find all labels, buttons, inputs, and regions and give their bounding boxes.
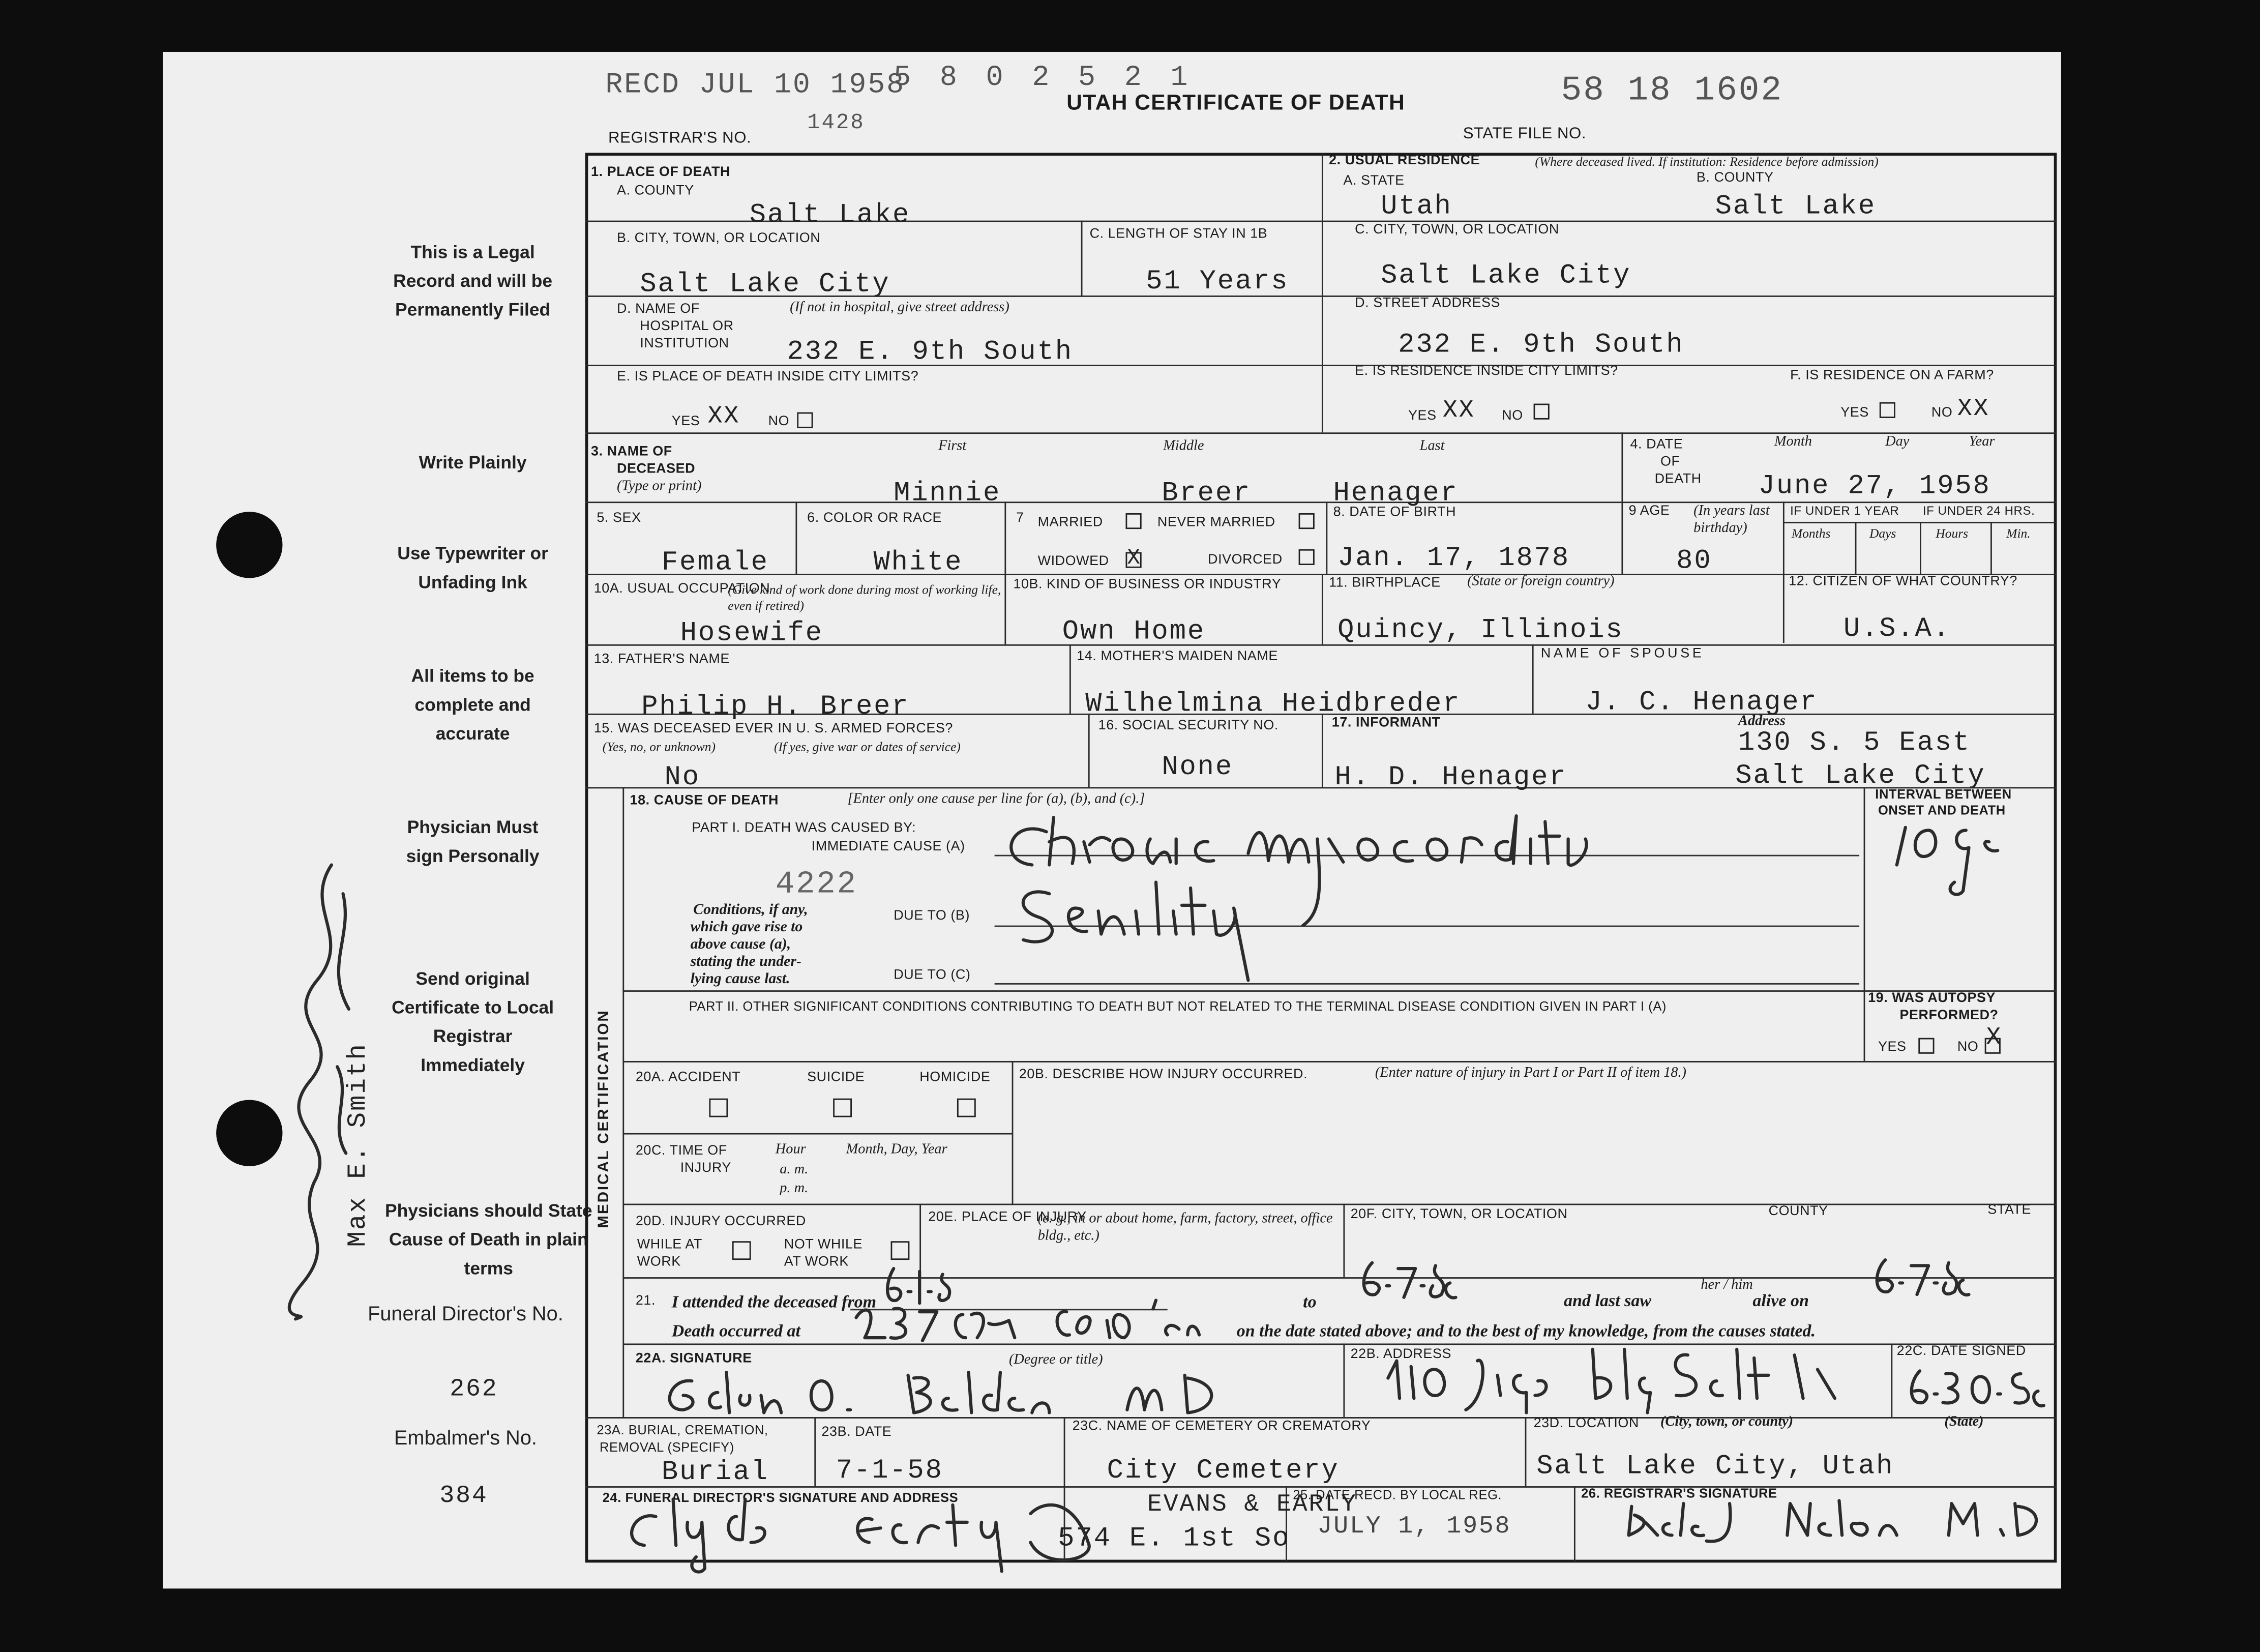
- business-label: KIND OF BUSINESS OR INDUSTRY: [1047, 576, 1282, 593]
- res-street: 232 E. 9th South: [1398, 329, 1684, 361]
- married-label: MARRIED: [1037, 514, 1103, 530]
- injury-how-note: (Enter nature of injury in Part I or Part II of item 18.): [1375, 1065, 1687, 1081]
- informant-address-2: Salt Lake City: [1735, 759, 1986, 791]
- res-yes-label: YES: [1408, 408, 1437, 424]
- last-name: Henager: [1333, 477, 1459, 509]
- item-3-label: 3. NAME OF: [591, 444, 672, 460]
- res-yes-mark: XX: [1443, 398, 1475, 426]
- physician-address-label: 22B. ADDRESS: [1350, 1346, 1452, 1363]
- month-label: Month: [1774, 434, 1812, 450]
- suicide-checkbox[interactable]: [833, 1099, 852, 1117]
- received-stamp: RECD JUL 10 1958: [605, 69, 905, 103]
- punch-hole-upper: [216, 512, 282, 578]
- informant: H. D. Henager: [1334, 761, 1567, 793]
- accident-label: 20A. ACCIDENT: [635, 1069, 741, 1086]
- res-state-label: A. STATE: [1343, 173, 1405, 189]
- due-c-label: DUE TO (C): [894, 967, 971, 983]
- registrar-signature: [1614, 1492, 2046, 1549]
- occupation-note: (Give kind of work done during most of working life, even if retired): [728, 582, 1001, 613]
- attended-to-label: to: [1303, 1291, 1317, 1312]
- funeral-director-signature: [613, 1485, 1218, 1585]
- pod-hospital-note: (If not in hospital, give street address): [790, 300, 1009, 316]
- injury-how-label: 20B. DESCRIBE HOW INJURY OCCURRED.: [1019, 1067, 1308, 1083]
- res-farm-label: F. IS RESIDENCE ON A FARM?: [1790, 367, 1994, 383]
- never-married-label: NEVER MARRIED: [1157, 514, 1275, 530]
- autopsy-label-1: WAS AUTOPSY: [1892, 990, 1996, 1007]
- cond-1: Conditions, if any,: [693, 902, 808, 919]
- pod-yes-mark: XX: [707, 403, 740, 431]
- days-label: Days: [1869, 526, 1896, 541]
- signature-label: SIGNATURE: [670, 1350, 752, 1367]
- burial-location: Salt Lake City, Utah: [1536, 1450, 1894, 1482]
- accident-checkbox[interactable]: [709, 1099, 728, 1117]
- farm-no-label: NO: [1931, 405, 1953, 421]
- death-occurred-handwriting: [850, 1294, 1225, 1352]
- age: 80: [1676, 545, 1712, 577]
- funeral-address: 574 E. 1st So: [1058, 1522, 1291, 1554]
- funeral-director-no: 262: [450, 1376, 498, 1404]
- part1-label: PART I. DEATH WAS CAUSED BY:: [692, 820, 916, 836]
- armed-forces: No: [664, 761, 700, 793]
- injury-pm-label: p. m.: [780, 1181, 809, 1197]
- physician-signature-margin: [274, 850, 374, 1326]
- interval-handwriting: [1885, 810, 2044, 897]
- pod-hospital: 232 E. 9th South: [787, 336, 1073, 368]
- margin-send-original: Send original Certificate to Local Registrar Immediately: [392, 968, 554, 1076]
- document-title: UTAH CERTIFICATE OF DEATH: [1066, 91, 1406, 115]
- funeral-director-signature-label: 24. FUNERAL DIRECTOR'S SIGNATURE AND ADDRESS: [602, 1490, 959, 1505]
- while-at-label-1: WHILE AT: [637, 1236, 702, 1253]
- cause-note: [Enter only one cause per line for (a), (b), and (c).]: [847, 791, 1145, 808]
- name-label-2: DECEASED: [617, 461, 696, 478]
- married-checkbox[interactable]: [1126, 513, 1142, 529]
- state-note: (State): [1944, 1414, 1984, 1430]
- informant-label: INFORMANT: [1356, 715, 1441, 731]
- death-occurred-label: Death occurred at: [671, 1320, 800, 1341]
- age-note: (In years last birthday): [1693, 503, 1770, 537]
- first-label: First: [938, 438, 967, 454]
- date-recd: JULY 1, 1958: [1317, 1513, 1511, 1541]
- under-24-label: IF UNDER 24 HRS.: [1922, 503, 2035, 518]
- sex-label: SEX: [613, 510, 641, 526]
- spouse-label: NAME OF SPOUSE: [1540, 645, 1705, 662]
- pod-hospital-label-3: INSTITUTION: [640, 336, 729, 352]
- pod-yes-label: YES: [671, 414, 700, 430]
- min-label: Min.: [2006, 526, 2031, 541]
- divorced-label: DIVORCED: [1208, 552, 1283, 568]
- serial-number: 5 8 0 2 5 2 1: [894, 62, 1194, 96]
- father-label: FATHER'S NAME: [617, 652, 730, 668]
- occupation: Hosewife: [680, 617, 823, 649]
- middle-name: Breer: [1162, 477, 1252, 509]
- pod-hospital-label-2: HOSPITAL OR: [640, 318, 734, 335]
- autopsy-yes-label: YES: [1878, 1039, 1907, 1055]
- physician-signature: [651, 1367, 1271, 1424]
- res-no-label: NO: [1502, 408, 1523, 424]
- pod-no-label: NO: [768, 414, 790, 430]
- injury-place-label: 20E. PLACE OF INJURY: [928, 1209, 1087, 1226]
- injury-city-label: 20F. CITY, TOWN, OR LOCATION: [1350, 1206, 1568, 1223]
- cause-code: 4222: [775, 866, 857, 903]
- birthplace-label: BIRTHPLACE: [1352, 575, 1441, 592]
- burial-date: 7-1-58: [836, 1454, 943, 1487]
- attended-label: I attended the deceased from: [671, 1291, 877, 1312]
- forces-note-1: (Yes, no, or unknown): [602, 739, 716, 754]
- injury-time-label-1: 20C. TIME OF: [635, 1143, 727, 1159]
- birth-label: DATE OF BIRTH: [1349, 504, 1456, 521]
- embalmer-label: Embalmer's No.: [394, 1426, 537, 1449]
- cond-2: which gave rise to: [690, 920, 803, 936]
- injury-occurred-label: 20D. INJURY OCCURRED: [635, 1214, 806, 1230]
- pod-no-checkbox[interactable]: [797, 412, 813, 428]
- hours-label: Hours: [1936, 526, 1969, 541]
- while-at-label-2: WORK: [637, 1254, 681, 1270]
- birthplace: Quincy, Illinois: [1337, 614, 1624, 646]
- injury-place-note: (e. g., in or about home, farm, factory, street, office bldg., etc.): [1037, 1211, 1333, 1244]
- never-married-checkbox[interactable]: [1299, 513, 1315, 529]
- homicide-checkbox[interactable]: [957, 1099, 976, 1117]
- cause-b-handwriting: [1009, 865, 1326, 995]
- injury-mdy-label: Month, Day, Year: [846, 1141, 947, 1158]
- farm-yes-label: YES: [1840, 405, 1869, 421]
- date-of-death: June 27, 1958: [1758, 469, 1991, 502]
- birthplace-note: (State or foreign country): [1467, 574, 1615, 590]
- funeral-director-label: Funeral Director's No.: [368, 1302, 563, 1325]
- pod-stay: 51 Years: [1146, 265, 1289, 297]
- months-label: Months: [1791, 526, 1831, 541]
- interval-label-2: ONSET AND DEATH: [1878, 803, 2006, 817]
- physician-address-handwriting: [1377, 1341, 1910, 1427]
- father-name: Philip H. Breer: [641, 690, 910, 722]
- not-while-label-1: NOT WHILE: [784, 1236, 863, 1253]
- burial-date-label: 23B. DATE: [821, 1424, 892, 1440]
- item-1-label: 1. PLACE OF DEATH: [591, 164, 730, 181]
- state-file-no-label: STATE FILE NO.: [1463, 125, 1587, 143]
- funeral-director: EVANS & EARLY: [1147, 1492, 1357, 1520]
- margin-complete: All items to be complete and accurate: [411, 666, 534, 744]
- pod-county-label: A. COUNTY: [617, 183, 694, 199]
- dod-label-2: OF: [1660, 454, 1680, 470]
- location-note: (City, town, or county): [1660, 1414, 1794, 1430]
- disposition-label-2: REMOVAL (SPECIFY): [600, 1440, 734, 1455]
- occupation-label: USUAL OCCUPATION: [627, 581, 770, 597]
- forces-note-2: (If yes, give war or dates of service): [774, 739, 961, 754]
- margin-typewriter: Use Typewriter or Unfading Ink: [397, 543, 548, 593]
- disposition-label-1: 23A. BURIAL, CREMATION,: [597, 1423, 768, 1437]
- res-city: Salt Lake City: [1381, 259, 1631, 291]
- res-county-label: B. COUNTY: [1696, 170, 1774, 186]
- res-limits-label: E. IS RESIDENCE INSIDE CITY LIMITS?: [1355, 363, 1618, 379]
- last-saw-handwriting: [1868, 1251, 1998, 1303]
- registrar-no: 1428: [807, 111, 865, 136]
- injury-hour-label: Hour: [775, 1141, 806, 1158]
- cond-5: lying cause last.: [690, 971, 790, 988]
- res-state: Utah: [1381, 190, 1452, 222]
- informant-address-1: 130 S. 5 East: [1738, 726, 1971, 758]
- res-city-label: C. CITY, TOWN, OR LOCATION: [1355, 222, 1559, 238]
- cemetery: City Cemetery: [1107, 1454, 1340, 1487]
- autopsy-no-mark: X: [1986, 1025, 2003, 1052]
- margin-plain-terms: Physicians should State Cause of Death in plain terms: [384, 1200, 592, 1279]
- cond-3: above cause (a),: [690, 937, 791, 953]
- not-while-at-work-checkbox[interactable]: [891, 1241, 910, 1260]
- date-signed-label: 22C. DATE SIGNED: [1896, 1343, 2026, 1360]
- alive-on-label: alive on: [1752, 1290, 1809, 1311]
- dod-label-1: DATE: [1646, 436, 1683, 453]
- citizen-label: CITIZEN OF WHAT COUNTRY?: [1812, 574, 2017, 590]
- under-1yr-label: IF UNDER 1 YEAR: [1790, 503, 1899, 518]
- pod-limits-label: E. IS PLACE OF DEATH INSIDE CITY LIMITS?: [617, 369, 919, 385]
- age-label: AGE: [1640, 503, 1670, 519]
- suicide-label: SUICIDE: [807, 1069, 865, 1086]
- date-signed-handwriting: [1902, 1362, 2046, 1411]
- name-label-3: (Type or print): [617, 478, 702, 495]
- state-file-no: 58 18 1602: [1561, 72, 1783, 111]
- injury-state-label: STATE: [1987, 1202, 2032, 1218]
- cemetery-label: 23C. NAME OF CEMETERY OR CREMATORY: [1072, 1418, 1371, 1435]
- forces-label: WAS DECEASED EVER IN U. S. ARMED FORCES?: [617, 721, 953, 737]
- death-occurred-note: on the date stated above; and to the best of my knowledge, from the causes stated.: [1236, 1320, 1816, 1341]
- informant-address-label: Address: [1738, 713, 1786, 730]
- sex: Female: [661, 546, 769, 578]
- race: White: [873, 546, 963, 578]
- year-label: Year: [1969, 434, 1995, 450]
- last-saw-label: and last saw: [1564, 1290, 1652, 1311]
- disposition: Burial: [661, 1456, 769, 1488]
- her-him-label: her / him: [1701, 1277, 1753, 1293]
- attended-to-handwriting: [1355, 1254, 1470, 1306]
- certificate-scan: RECD JUL 10 1958 5 8 0 2 5 2 1 REGISTRAR'S NO. 1428 UTAH CERTIFICATE OF DEATH 58 18 1602 STATE FILE NO. This is a Legal Record and will be Permanently Filed Write Plainly Use Typewriter or Unfading Ink All items to be complete and accurate Physician Must sign Personally Send original Certificate to Local Registrar Immediately Physicians should State Cause of Death in plain terms Funeral Director's No. 262 Embalmer's No. 384 Max E. Smith 1. PLACE OF DEATH A. COUNTY Salt Lake 2. USUAL RESIDENCE (Where deceased lived. If institution: Residence before admission) A. STATE Utah B. COUNTY Salt Lake B. CITY, TOWN, OR LOCATION Salt Lake City C. LENGTH OF STAY IN 1B 51 Years C. CITY, TOWN, OR LOCATION Salt Lake City D. NAME OF HOSPITAL OR INSTITUTION (If not in hospital, give street address) 232 E. 9th South D. STREET ADDRESS 232 E. 9th South E. IS PLACE OF DEATH INSIDE CITY LIMITS? YES XX NO E. IS RESIDENCE INSIDE CITY LIMITS? YES XX NO F. IS RESIDENCE ON A FARM? YES NO XX 3. NAME OF DECEASED (Type or print) First Middle Last Minnie Breer Henager 4. DATE OF DEATH Month Day Year June 27, 1958 5. SEX Female 6. COLOR OR RACE White 7 MARRIED NEVER MARRIED WIDOWED X DIVORCED 8. DATE OF BIRTH Jan. 17, 1878 9 AGE (In years last birthday) 80 IF UNDER 1 YEAR IF UNDER 24 HRS. Months Days Hours Min. 10A. USUAL OCCUPATION (Give kind of work done during most of working life, even if retired) Hosewife 10B. KIND OF BUSINESS OR INDUSTRY Own Home 11. BIRTHPLACE (State or foreign country) Quincy, Illinois 12. CITIZEN OF WHAT COUNTRY? U.S.A. 13. FATHER'S NAME Philip H. Breer 14. MOTHER'S MAIDEN NAME Wilhelmina Heidbreder NAME OF SPOUSE J. C. Henager 15. WAS DECEASED EVER IN U. S. ARMED FORCES? (Yes, no, or unknown) (If yes, give war or dates of service) No 16. SOCIAL SECURITY NO. None 17. INFORMANT H. D. Henager Address 130 S. 5 East Salt Lake City MEDICAL CERTIFICATION 18. CAUSE OF DEATH [Enter only one cause per line for (a), (b), and (c).] PART I. DEATH WAS CAUSED BY: IMMEDIATE CAUSE (A) 4222 Conditions, if any, which gave rise to above cause (a), stating the under- lying cause last. DUE TO (B) DUE TO (C) INTERVAL BETWEEN ONSET AND DEATH PART II. OTHER SIGNIFICANT CONDITIONS CONTRIBUTING TO DEATH BUT NOT RELATED TO THE TERMINAL DISEASE CONDITION GIVEN IN PART I (A) 19. WAS AUTOPSY PERFORMED? YES NO X 20A. ACCIDENT SUICIDE HOMICIDE 20B. DESCRIBE HOW INJURY OCCURRED. (Enter nature of injury in Part I or Part II of item 18.) 20C. TIME OF INJURY Hour a. m. p. m. Month, Day, Year 20D. INJURY OCCURRED WHILE AT WORK NOT WHILE AT WORK 20E. PLACE OF INJURY (e. g., in or about home, farm, factory, street, office bldg., etc.) 20F. CITY, TOWN, OR LOCATION COUNTY STATE 21. I attended the deceased from to and last saw her / him alive on Death occurred at on the date stated above; and to the best of my knowledge, from the causes stated. 22A. SIGNATURE (Degree or title) 22B. ADDRESS 22C. DATE SIGNED 23A. BURIAL, CREMATION, REMOVAL (SPECIFY) Burial 23B. DATE 7-1-58 23C. NAME OF CEMETERY OR CREMATORY City Cemetery 23D. LOCATION (City, town, or county) (State) Salt Lake City, Utah 24. FUNERAL DIRECTOR'S SIGNATURE AND ADDRESS EVANS & EARLY 574 E. 1st So 25. DATE RECD. BY LOCAL REG. JULY 1, 1958 26. REGISTRAR'S SIGNATURE: [0, 0, 2260, 1652]
- res-county: Salt Lake: [1715, 190, 1877, 222]
- embalmer-no: 384: [439, 1483, 488, 1511]
- autopsy-no-label: NO: [1957, 1039, 1979, 1055]
- degree-label: (Degree or title): [1008, 1352, 1103, 1368]
- divorced-checkbox[interactable]: [1299, 549, 1315, 565]
- residence-note: (Where deceased lived. If institution: Residence before admission): [1535, 154, 1879, 169]
- margin-write-plainly: Write Plainly: [419, 452, 527, 473]
- location-label: 23D. LOCATION: [1533, 1415, 1639, 1432]
- mother-label: MOTHER'S MAIDEN NAME: [1101, 648, 1278, 665]
- ssn: None: [1162, 751, 1233, 783]
- physician-name-typed: Max E. Smith: [344, 1043, 374, 1247]
- widowed-mark: X: [1127, 546, 1142, 571]
- registrar-no-label: REGISTRAR'S NO.: [608, 130, 752, 148]
- dod-label-3: DEATH: [1654, 471, 1702, 487]
- pod-city: Salt Lake City: [640, 268, 890, 300]
- pod-stay-label: C. LENGTH OF STAY IN 1B: [1089, 226, 1268, 243]
- homicide-label: HOMICIDE: [919, 1069, 991, 1086]
- farm-yes-checkbox[interactable]: [1880, 402, 1895, 418]
- mother-name: Wilhelmina Heidbreder: [1085, 687, 1461, 720]
- first-name: Minnie: [894, 477, 1001, 509]
- widowed-label: WIDOWED: [1037, 553, 1109, 570]
- item-2-label: 2. USUAL RESIDENCE: [1329, 153, 1480, 169]
- injury-am-label: a. m.: [780, 1162, 809, 1178]
- ssn-label: SOCIAL SECURITY NO.: [1122, 718, 1278, 734]
- pod-hospital-label-1: D. NAME OF: [617, 301, 700, 317]
- cause-label: CAUSE OF DEATH: [653, 792, 779, 809]
- autopsy-yes-checkbox[interactable]: [1918, 1038, 1934, 1054]
- injury-time-label-2: INJURY: [680, 1160, 731, 1176]
- last-label: Last: [1419, 438, 1445, 454]
- injury-county-label: COUNTY: [1768, 1203, 1828, 1220]
- margin-physician-sign: Physician Must sign Personally: [406, 817, 540, 867]
- date-of-birth: Jan. 17, 1878: [1337, 542, 1570, 574]
- part2-label: PART II. OTHER SIGNIFICANT CONDITIONS CONTRIBUTING TO DEATH BUT NOT RELATED TO THE TERMINAL DISEASE CONDITION GIVEN IN PART I (A): [689, 999, 1667, 1014]
- registrar-signature-label: 26. REGISTRAR'S SIGNATURE: [1581, 1486, 1777, 1501]
- medical-certification-label: MEDICAL CERTIFICATION: [595, 1009, 613, 1228]
- day-label: Day: [1885, 434, 1910, 450]
- immediate-cause-label: IMMEDIATE CAUSE (A): [811, 839, 965, 855]
- cond-4: stating the under-: [690, 954, 801, 970]
- race-label: COLOR OR RACE: [823, 510, 942, 526]
- middle-label: Middle: [1163, 438, 1204, 454]
- interval-label-1: INTERVAL BETWEEN: [1875, 787, 2012, 802]
- not-while-label-2: AT WORK: [784, 1254, 849, 1270]
- citizen: U.S.A.: [1843, 612, 1951, 644]
- pod-city-label: B. CITY, TOWN, OR LOCATION: [617, 230, 821, 247]
- autopsy-label-2: PERFORMED?: [1899, 1008, 1999, 1024]
- farm-no-mark: XX: [1957, 396, 1990, 424]
- business: Own Home: [1062, 615, 1206, 647]
- res-street-label: D. STREET ADDRESS: [1355, 296, 1501, 312]
- due-b-label: DUE TO (B): [894, 908, 970, 924]
- margin-legal-record: This is a Legal Record and will be Permanently Filed: [393, 242, 553, 320]
- spouse-name: J. C. Henager: [1585, 686, 1818, 718]
- while-at-work-checkbox[interactable]: [732, 1241, 751, 1260]
- res-no-checkbox[interactable]: [1534, 404, 1550, 420]
- date-recd-label: 25. DATE RECD. BY LOCAL REG.: [1293, 1487, 1502, 1502]
- pod-county: Salt Lake: [749, 199, 911, 231]
- punch-hole-lower: [216, 1100, 282, 1166]
